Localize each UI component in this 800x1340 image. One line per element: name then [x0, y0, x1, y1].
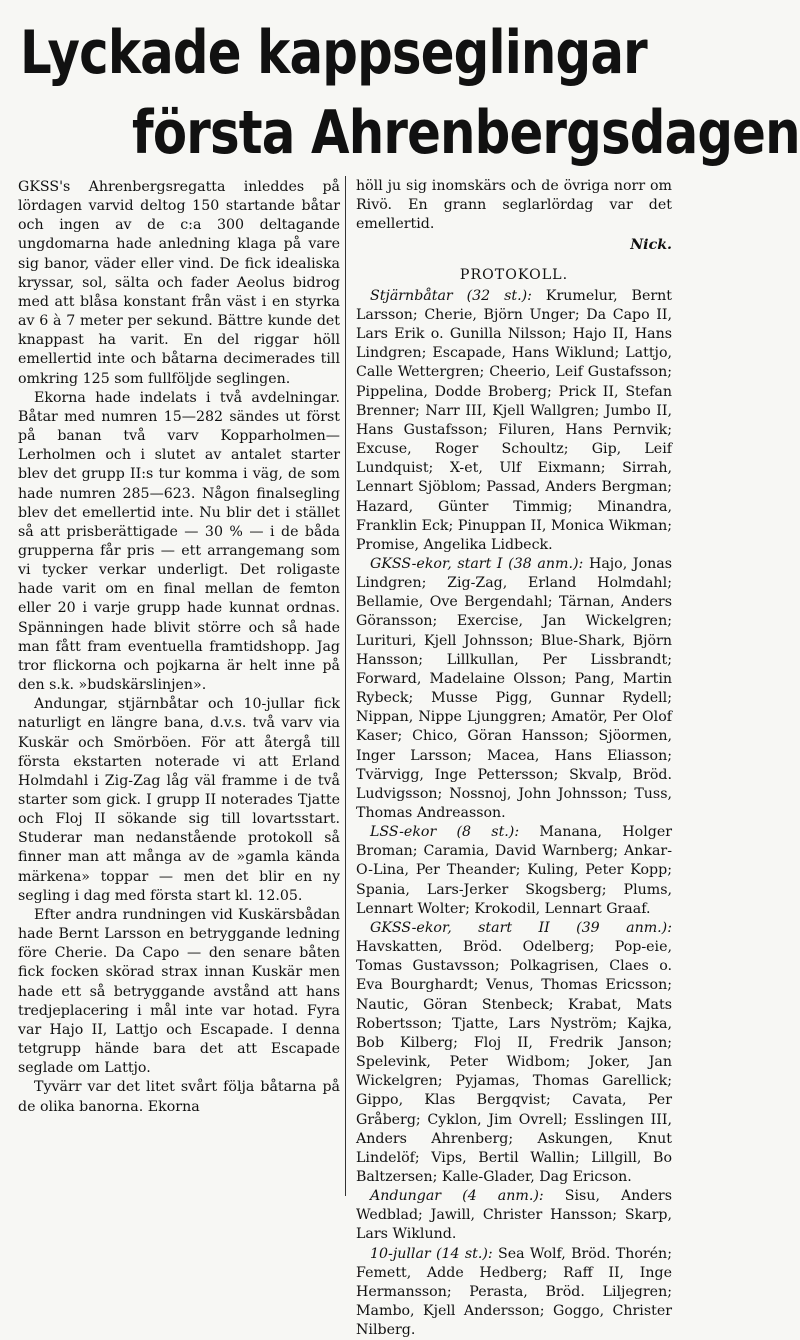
- protocol-category: GKSS-ekor, start I (38 anm.):: [370, 555, 584, 572]
- author-signature: Nick.: [630, 237, 672, 254]
- protocol-entry: [356, 555, 672, 823]
- protocol-category: GKSS-ekor, start II (39 anm.):: [370, 919, 672, 936]
- protocol-entry: [356, 919, 672, 1187]
- protocol-entry: [356, 1245, 672, 1340]
- protocol-results: Sea Wolf, Bröd. Thorén; Femett, Adde Hedberg; Raff II, Inge Hermansson; Perasta, Bröd. Liljegren; Mambo, Kjell Andersson; Goggo, Christer Nilberg.: [356, 1245, 672, 1339]
- article-paragraph: Efter andra rundningen vid Kuskärsbådan hade Bernt Larsson en betryggande ledning före Cherie. Da Capo — den senare båten fick focken skörad strax innan Kuskär men hade ett så betryggande avstånd att hans tredjeplacering i mål inte var hotad. Fyra var Hajo II, Lattjo och Escapade. I denna tetgrupp hände bara det att Escapade seglade om Lattjo.: [18, 906, 340, 1077]
- protocol-category: Andungar (4 anm.):: [370, 1188, 544, 1205]
- protocol-category: Stjärnbåtar (32 st.):: [370, 287, 532, 304]
- article-paragraph: GKSS's Ahrenbergsregatta inleddes på lördagen varvid deltog 150 startande båtar och ingen av de c:a 300 deltagande ungdomarna hade anledning klaga på vare sig banor, väder eller vind. De fick idealiska kryssar, sol, sälta och fader Aeolus bidrog med att blåsa konstant från väst i en styrka av 6 à 7 meter per sekund. Bättre kunde det knappast ha varit. En del riggar höll emellertid inte och båtarna decimerades till omkring 125 som fullföljde seglingen.: [18, 179, 340, 387]
- protocol-results: Krumelur, Bernt Larsson; Cherie, Björn Unger; Da Capo II, Lars Erik o. Gunilla Nilsson; Hajo II, Hans Lindgren; Escapade, Hans Wiklund; Lattjo, Calle Wettergren; Cheerio, Leif Gustafsson; Pippelina, Dodde Broberg; Prick II, Stefan Brenner; Narr III, Kjell Wallgren; Jumbo II, Hans Gustafsson; Filuren, Hans Pernvik; Excuse, Roger Schoultz; Gip, Leif Lundquist; X-et, Ulf Eixmann; Sirrah, Lennart Sjöblom; Passad, Anders Bergman; Hazard, Günter Timmig; Minandra, Franklin Eck; Pinuppan II, Monica Wikman; Promise, Angelika Lidbeck.: [356, 287, 672, 553]
- article-paragraph: Tyvärr var det litet svårt följa båtarna på de olika banorna. Ekorna: [18, 1079, 340, 1115]
- protocol-heading: PROTOKOLL.: [459, 266, 569, 283]
- protocol-category: LSS-ekor (8 st.):: [370, 824, 520, 841]
- article-paragraph: Andungar, stjärnbåtar och 10-jullar fick naturligt en längre bana, d.v.s. två varv via Kuskär och Smörböen. För att återgå till första ekstarten noterade vi att Erland Holmdahl i Zig-Zag låg väl framme i de två starter som gick. I grupp II noterades Tjatte och Floj II sökande sig till lovartsstart. Studerar man nedanstående protokoll så finner man att många av de »gamla kända märkena» toppar — men det blir en ny segling i dag med första start kl. 12.05.: [18, 696, 340, 904]
- protocol-results: Havskatten, Bröd. Odelberg; Pop-eie, Tomas Gustavsson; Polkagrisen, Claes o. Eva Bourghardt; Venus, Thomas Ericsson; Nautic, Göran Stenbeck; Krabat, Mats Robertsson; Tjatte, Lars Nyström; Kajka, Bob Kilberg; Floj II, Fredrik Janson; Spelevink, Peter Widbom; Joker, Jan Wickelgren; Pyjamas, Thomas Garellick; Gippo, Klas Bergqvist; Cavata, Per Gråberg; Cyklon, Jim Ovrell; Esslingen III, Anders Ahrenberg; Askungen, Knut Lindelöf; Vips, Bertil Wallin; Lillgill, Bo Baltzersen; Kalle-Glader, Dag Ericson.: [356, 939, 672, 1185]
- headline-line-1: Lyckade kappseglingar: [20, 18, 647, 88]
- protocol-entry: [356, 287, 672, 555]
- protocol-results: Hajo, Jonas Lindgren; Zig-Zag, Erland Holmdahl; Bellamie, Ove Bergendahl; Tärnan, Anders Göransson; Exercise, Jan Wickelgren; Lurituri, Kjell Johnsson; Blue-Shark, Björn Hansson; Lillkullan, Per Lissbrandt; Forward, Madelaine Olsson; Pang, Martin Rybeck; Musse Pigg, Gunnar Rydell; Nippan, Nippe Ljunggren; Amatör, Per Olof Kaser; Chico, Göran Hansson; Sjöormen, Inger Larsson; Macea, Hans Eliasson; Tvärvigg, Inge Pettersson; Skvalp, Bröd. Ludvigsson; Nossnoj, John Johnsson; Tuss, Thomas Andreasson.: [356, 555, 672, 821]
- article-right-column: [356, 177, 672, 1340]
- protocol-results: Manana, Holger Broman; Caramia, David Warnberg; Ankar-O-Lina, Per Theander; Kuling, Peter Kopp; Spania, Lars-Jerker Skogsberg; Plums, Lennart Wolter; Krokodil, Lennart Graaf.: [356, 824, 672, 917]
- article-paragraph: höll ju sig inomskärs och de övriga norr om Rivö. En grann seglarlördag var det emellertid.: [356, 178, 672, 233]
- headline-line-2: första Ahrenbergsdagen: [132, 98, 800, 168]
- protocol-results: Sisu, Anders Wedblad; Jawill, Christer Hansson; Skarp, Lars Wiklund.: [356, 1188, 672, 1243]
- protocol-entry: [356, 823, 672, 919]
- protocol-entry: [356, 1187, 672, 1244]
- column-divider: [345, 176, 346, 1196]
- article-left-column: [18, 178, 340, 1117]
- article-paragraph: Ekorna hade indelats i två avdelningar. Båtar med numren 15—282 sändes ut först på banan två varv Kopparholmen—Lerholmen och i slutet av antalet starter blev det grupp II:s tur komma i väg, de som hade numren 285—623. Någon finalsegling blev det emellertid inte. Nu blir det i stället så att prisberättigade — 30 % — i de båda grupperna får pris — ett arrangemang som vi tycker verkar underligt. Det roligaste hade varit om en final mellan de femton eller 20 i varje grupp hade kunnat ordnas. Spänningen hade blivit större och så hade man fått fram eventuella framtidshopp. Jag tror flickorna och pojkarna är helt inne på den s.k. »budskärslinjen».: [18, 389, 340, 694]
- protocol-category: 10-jullar (14 st.):: [370, 1245, 493, 1262]
